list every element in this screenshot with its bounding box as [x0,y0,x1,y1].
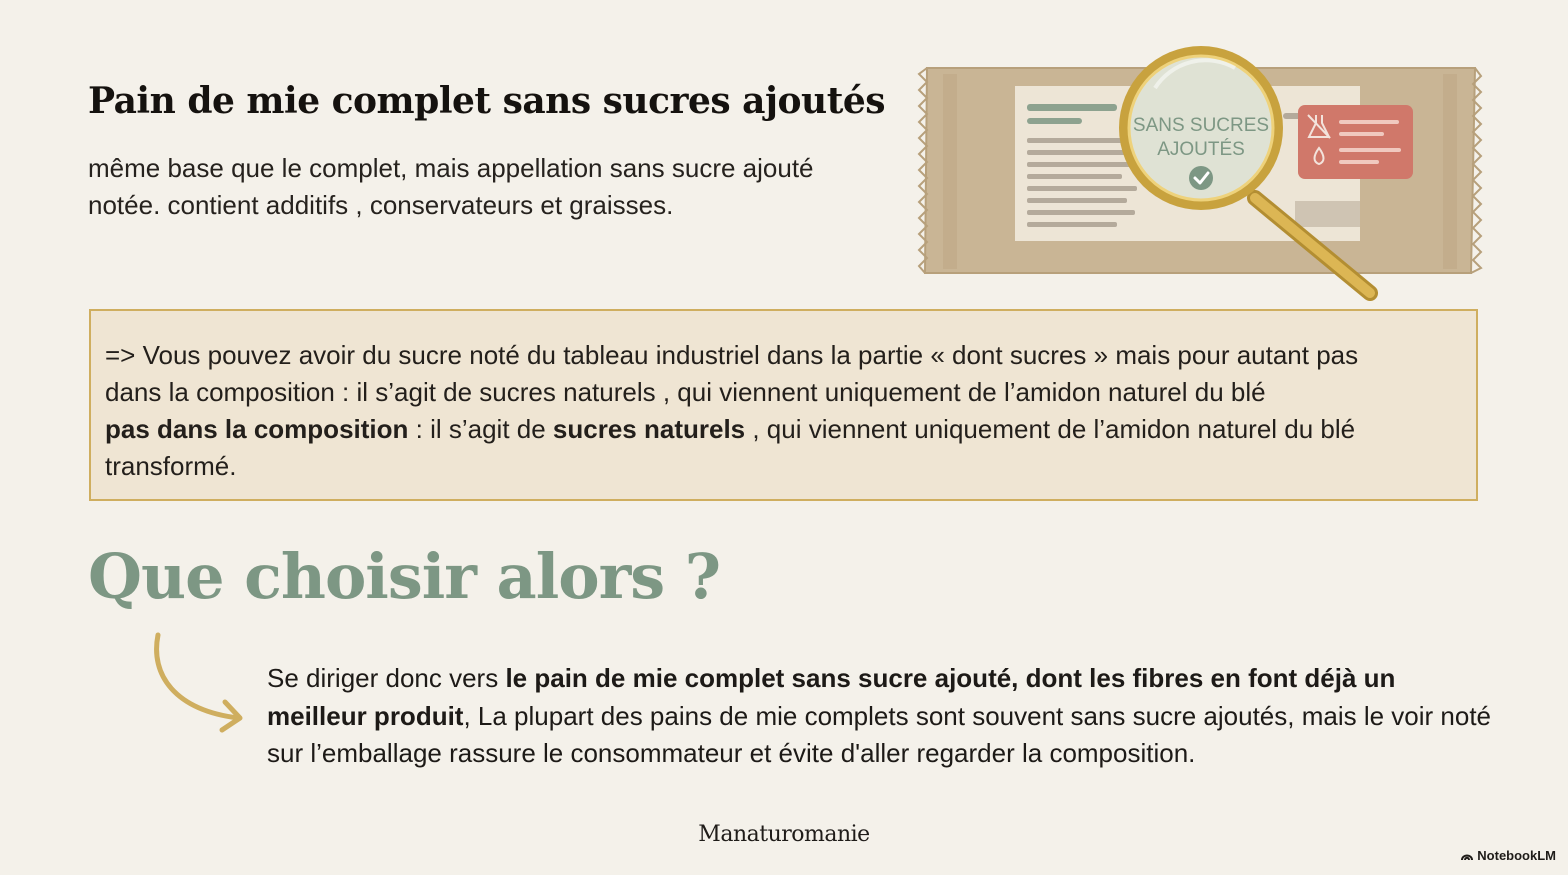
curved-arrow-icon [140,630,260,740]
section-title: Pain de mie complet sans sucres ajoutés [88,80,886,122]
intro-paragraph [88,150,888,224]
conclusion-paragraph: Se diriger donc vers le pain de mie complet sans sucre ajouté, dont les fibres en font déjà un meilleur produit, La plupart des pains de mie complets sont souvent sans sucre ajoutés, mais le voir noté sur l’emballage rassure le consommateur et évite d'aller regarder la composition. [267,663,1492,768]
note-box [89,309,1478,501]
magnifier-text: SANS SUCRES [1132,115,1270,136]
intro-line: même base que le complet, mais appellation sans sucre ajouté [88,153,814,183]
section-heading: Que choisir alors ? [88,540,721,613]
notebooklm-icon [1461,851,1473,861]
note-line: pas dans la composition : il s’agit de sucres naturels , qui viennent uniquement de l’amidon naturel du blé [105,414,1356,444]
check-icon [1189,166,1213,190]
note-bold: sucres naturels [552,414,746,444]
note-bold: pas dans la composition [105,414,409,444]
packaging-illustration [915,38,1485,308]
notebooklm-watermark: NotebookLM [1461,848,1556,863]
note-line: => Vous pouvez avoir du sucre noté du tableau industriel dans la partie « dont sucres » mais pour autant pas [105,340,1359,370]
note-line: transformé. [105,451,237,481]
conclusion-bold: le pain de mie complet sans sucre ajouté, dont les fibres en font déjà un meilleur produit [267,663,1396,731]
note-line: dans la composition : il s’agit de sucres naturels , qui viennent uniquement de l’amidon naturel du blé [105,377,1266,407]
brand-logo: Manaturomanie [698,822,870,847]
magnifier-text: AJOUTÉS [1157,139,1245,160]
intro-line: notée. contient additifs , conservateurs et graisses. [88,190,674,220]
